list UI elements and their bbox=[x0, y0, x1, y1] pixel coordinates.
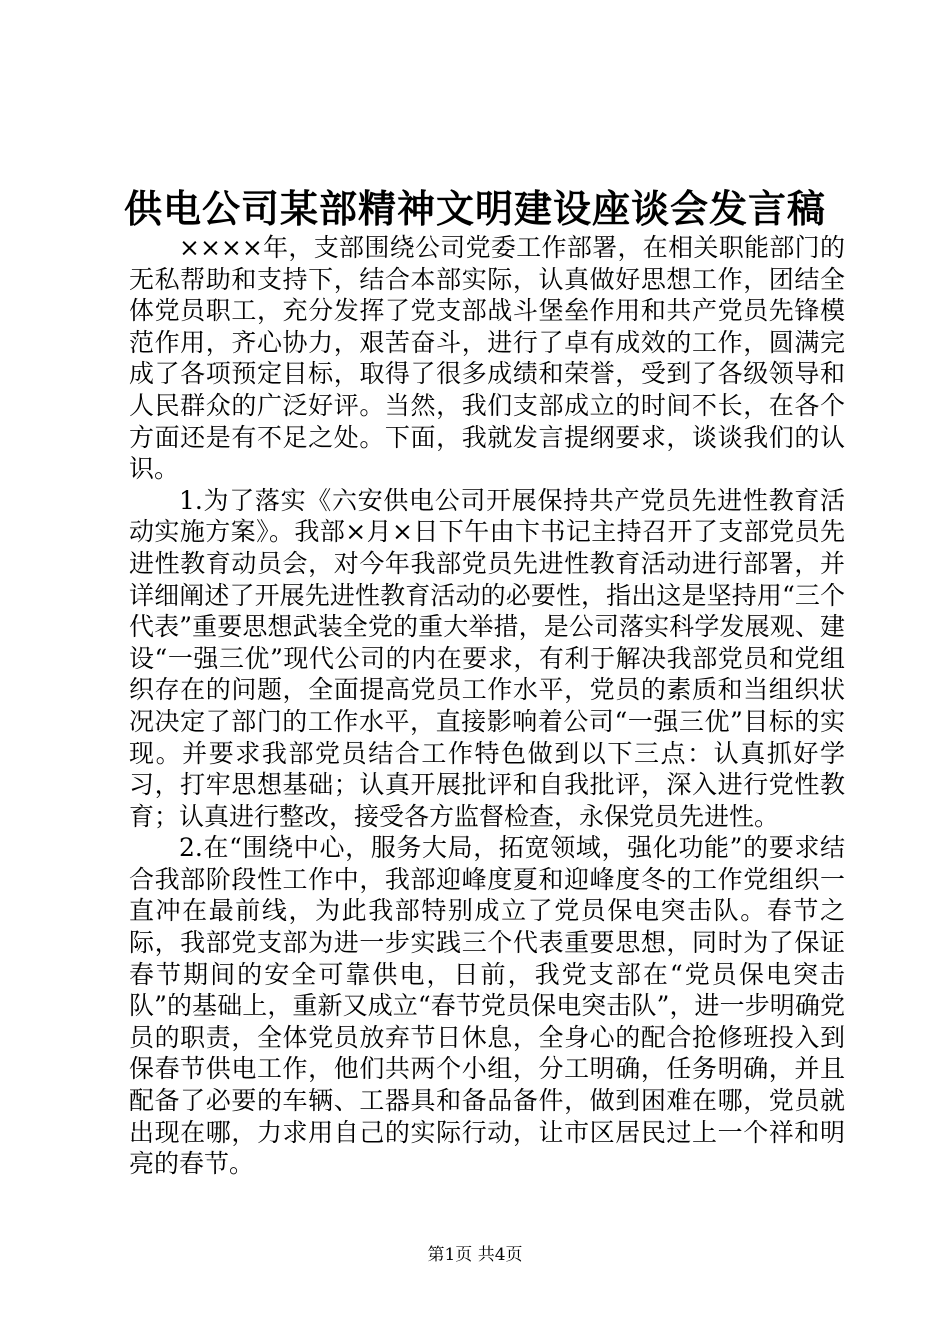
page-title: 供电公司某部精神文明建设座谈会发言稿 bbox=[123, 186, 826, 231]
page-number-footer: 第1页 共4页 bbox=[427, 1245, 523, 1265]
paragraph-point-2: 2.在“围绕中心，服务大局，拓宽领域，强化功能”的要求结合我部阶段性工作中，我部迎峰度夏和迎峰度冬的工作党组织一直冲在最前线，为此我部特别成立了党员保电突击队。春节之际，我部党支部为进一步实践三个代表重要思想，同时为了保证春节期间的安全可靠供电，日前，我党支部在“党员保电突击队”的基础上，重新又成立“春节党员保电突击队”，进一步明确党员的职责，全体党员放弃节日休息，全身心的配合抢修班投入到保春节供电工作，他们共两个小组，分工明确，任务明确，并且配备了必要的车辆、工器具和备品备件，做到困难在哪，党员就出现在哪，力求用自己的实际行动，让市区居民过上一个祥和明亮的春节。 bbox=[129, 833, 845, 1179]
paragraph-intro: ××××年，支部围绕公司党委工作部署，在相关职能部门的无私帮助和支持下，结合本部实际，认真做好思想工作，团结全体党员职工，充分发挥了党支部战斗堡垒作用和共产党员先锋模范作用，齐心协力，艰苦奋斗，进行了卓有成效的工作，圆满完成了各项预定目标，取得了很多成绩和荣誉，受到了各级领导和人民群众的广泛好评。当然，我们支部成立的时间不长，在各个方面还是有不足之处。下面，我就发言提纲要求，谈谈我们的认识。 bbox=[129, 233, 845, 484]
paragraph-point-1: 1.为了落实《六安供电公司开展保持共产党员先进性教育活动实施方案》。我部×月×日下午由卞书记主持召开了支部党员先进性教育动员会，对今年我部党员先进性教育活动进行部署，并详细阐述了开展先进性教育活动的必要性，指出这是坚持用“三个代表”重要思想武装全党的重大举措，是公司落实科学发展观、建设“一强三优”现代公司的内在要求，有利于解决我部党员和党组织存在的问题，全面提高党员工作水平，党员的素质和当组织状况决定了部门的工作水平，直接影响着公司“一强三优”目标的实现。并要求我部党员结合工作特色做到以下三点：认真抓好学习，打牢思想基础；认真开展批评和自我批评，深入进行党性教育；认真进行整改，接受各方监督检查，永保党员先进性。 bbox=[129, 485, 845, 831]
document-body bbox=[129, 232, 845, 1180]
